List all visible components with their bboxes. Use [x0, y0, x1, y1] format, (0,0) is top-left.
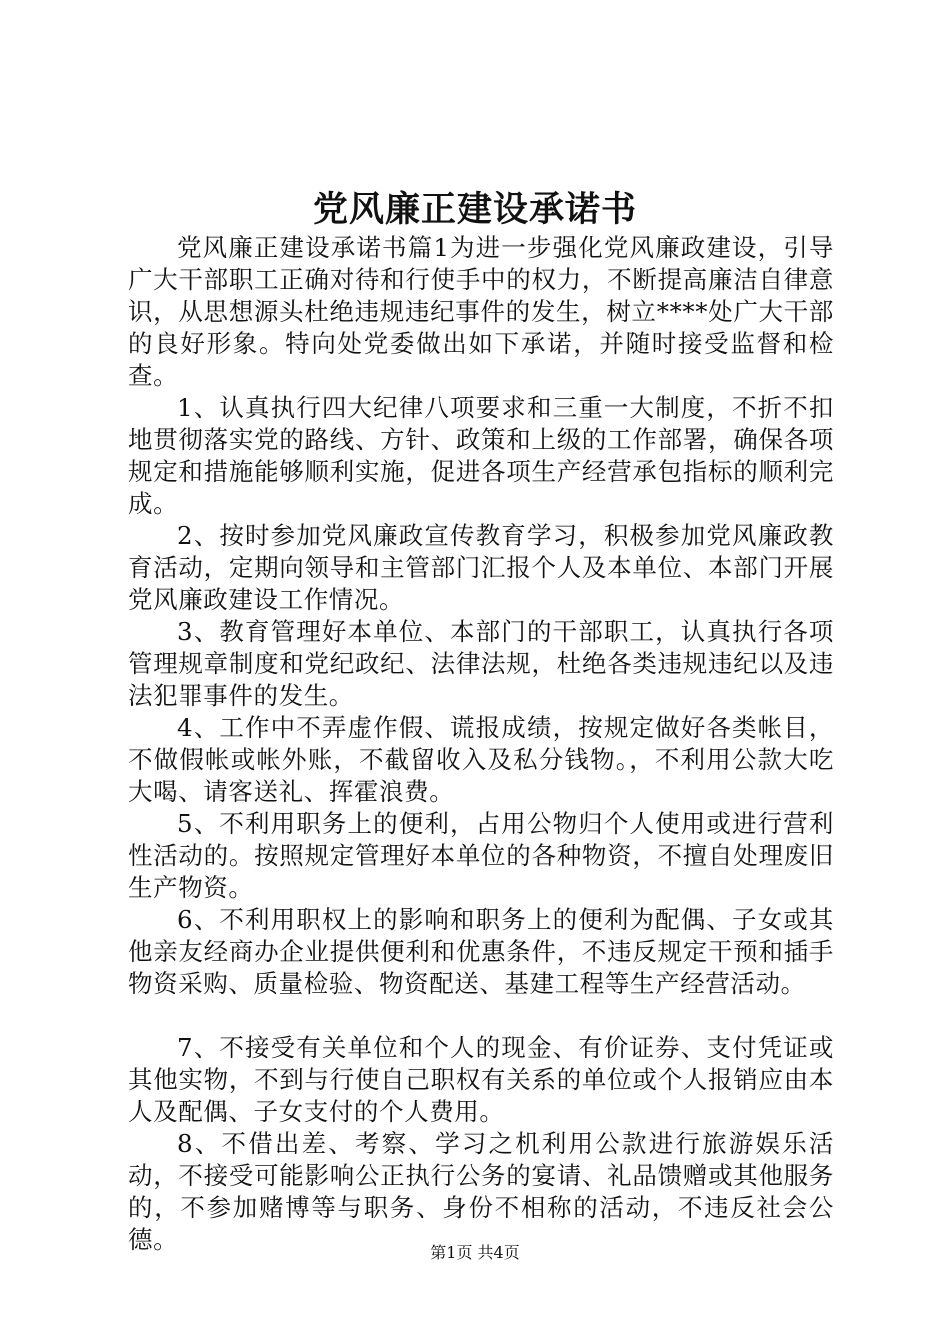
intro-paragraph: 党风廉正建设承诺书篇1为进一步强化党风廉政建设，引导广大干部职工正确对待和行使手中的权力，不断提高廉洁自律意识，从思想源头杜绝违规违纪事件的发生，树立****处广大干部的良好形象。特向处党委做出如下承诺，并随时接受监督和检查。: [128, 233, 834, 390]
pledge-item-3: 3、教育管理好本单位、本部门的干部职工，认真执行各项管理规章制度和党纪政纪、法律法规，杜绝各类违规违纪以及违法犯罪事件的发生。: [128, 617, 834, 710]
pledge-item-2: 2、按时参加党风廉政宣传教育学习，积极参加党风廉政教育活动，定期向领导和主管部门汇报个人及本单位、本部门开展党风廉政建设工作情况。: [128, 521, 834, 614]
pledge-item-5: 5、不利用职务上的便利，占用公物归个人使用或进行营利性活动的。按照规定管理好本单位的各种物资，不擅自处理废旧生产物资。: [128, 809, 834, 902]
page-number-footer: 第1页 共4页: [430, 1243, 520, 1262]
pledge-item-8: 8、不借出差、考察、学习之机利用公款进行旅游娱乐活动，不接受可能影响公正执行公务的宴请、礼品馈赠或其他服务的，不参加赌博等与职务、身份不相称的活动，不违反社会公德。: [128, 1129, 834, 1254]
paragraph-spacer: [128, 1000, 834, 1032]
pledge-item-1: 1、认真执行四大纪律八项要求和三重一大制度，不折不扣地贯彻落实党的路线、方针、政策和上级的工作部署，确保各项规定和措施能够顺利实施，促进各项生产经营承包指标的顺利完成。: [128, 393, 834, 518]
document-title: 党风廉正建设承诺书: [312, 189, 637, 230]
pledge-item-4: 4、工作中不弄虚作假、谎报成绩，按规定做好各类帐目，不做假帐或帐外账，不截留收入及私分钱物。，不利用公款大吃大喝、请客送礼、挥霍浪费。: [128, 713, 834, 806]
pledge-item-7: 7、不接受有关单位和个人的现金、有价证券、支付凭证或其他实物，不到与行使自己职权有关系的单位或个人报销应由本人及配偶、子女支付的个人费用。: [128, 1033, 834, 1126]
pledge-item-6: 6、不利用职权上的影响和职务上的便利为配偶、子女或其他亲友经商办企业提供便利和优惠条件，不违反规定干预和插手物资采购、质量检验、物资配送、基建工程等生产经营活动。: [128, 905, 834, 998]
document-body: [128, 232, 834, 1256]
